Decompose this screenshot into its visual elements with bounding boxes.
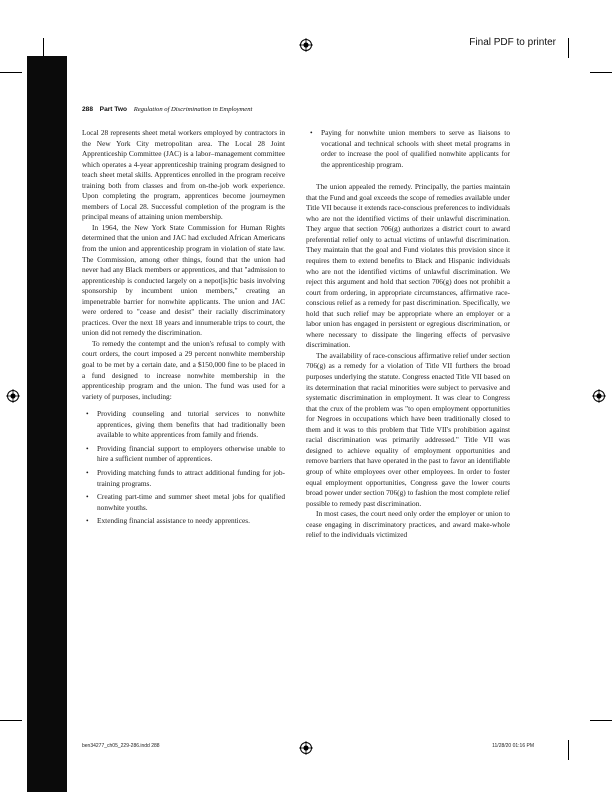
fund-purposes-list bbox=[82, 409, 285, 526]
paragraph: In most cases, the court need only order the employer or union to cease engaging in discriminatory practices, and award make-whole relief to the individuals victimized bbox=[306, 509, 510, 540]
crop-mark bbox=[0, 720, 22, 721]
left-column bbox=[82, 128, 285, 527]
running-head bbox=[82, 106, 252, 113]
list-item: • Providing matching funds to attract additional funding for job-training programs. bbox=[82, 468, 285, 489]
crop-mark bbox=[568, 38, 569, 58]
registration-target-icon bbox=[299, 741, 313, 755]
print-status-banner: Final PDF to printer bbox=[469, 37, 556, 48]
list-item: • Paying for nonwhite union members to serve as liaisons to vocational and technical schools with sheet metal programs in order to increase the pool of qualified nonwhite applicants for the apprenticeship program. bbox=[306, 128, 510, 170]
paragraph: In 1964, the New York State Commission for Human Rights determined that the union and JAC had excluded African Americans from the union and apprenticeship program in violation of state law. The Commission, among other things, found that the union had never had any Black members or apprentices, and that "admission to apprenticeship is conducted largely on a nepot[is]tic basis involving sponsorship by incumbent union members," creating an impenetrable barrier for nonwhite applicants. The union and JAC were ordered to "cease and desist" their racially discriminatory practices. Over the next 18 years and innumerable trips to court, the union did not remedy the discrimination. bbox=[82, 222, 285, 338]
crop-mark bbox=[43, 38, 44, 58]
registration-target-icon bbox=[299, 38, 313, 52]
crop-mark bbox=[590, 72, 612, 73]
list-item: • Providing financial support to employers otherwise unable to hire a sufficient number of apprentices. bbox=[82, 444, 285, 465]
registration-target-icon bbox=[592, 389, 606, 403]
crop-mark bbox=[568, 740, 569, 760]
paragraph: The union appealed the remedy. Principally, the parties maintain that the Fund and goal exceeds the scope of remedies available under Title VII because it extends race-conscious preferences to individuals who are not the identified victims of their unlawful discrimination. They argue that section 706(g) authorizes a district court to award preferential relief only to actual victims of unlawful discrimination. They maintain that the goal and Fund violates this provision since it requires them to extend benefits to Black and Hispanic individuals who are not the identified victims of unlawful discrimination. We reject this argument and hold that section 706(g) does not prohibit a court from ordering, in appropriate circumstances, affirmative race-conscious relief as a remedy for past discrimination. Specifically, we hold that such relief may be appropriate where an employer or a labor union has engaged in persistent or egregious discrimination, or where necessary to dissipate the lingering effects of pervasive discrimination. bbox=[306, 182, 510, 350]
chapter-title: Regulation of Discrimination in Employment bbox=[133, 106, 253, 113]
right-column bbox=[306, 128, 510, 541]
list-item: • Extending financial assistance to needy apprentices. bbox=[82, 516, 285, 527]
black-gutter-bar bbox=[27, 56, 67, 792]
paragraph: Local 28 represents sheet metal workers employed by contractors in the New York City metropolitan area. The Local 28 Joint Apprenticeship Committee (JAC) is a labor–management committee which operates a 4-year apprenticeship training program designed to teach sheet metal skills. Apprentices enrolled in the program receive training both from classes and from on-the-job work experience. Upon completing the program, apprentices become journeymen members of Local 28. Successful completion of the program is the principal means of attaining union membership. bbox=[82, 128, 285, 222]
crop-mark bbox=[590, 720, 612, 721]
paragraph: To remedy the contempt and the union's refusal to comply with court orders, the court imposed a 29 percent nonwhite membership goal to be met by a certain date, and a $150,000 fine to be placed in a fund designed to increase nonwhite membership in the apprenticeship program and the union. The fund was used for a variety of purposes, including: bbox=[82, 338, 285, 401]
footer-timestamp: 11/28/20 01:16 PM bbox=[492, 743, 534, 749]
list-item: • Providing counseling and tutorial services to nonwhite apprentices, giving them benefits that had traditionally been available to white apprentices from family and friends. bbox=[82, 409, 285, 441]
crop-mark bbox=[0, 72, 22, 73]
registration-target-icon bbox=[6, 389, 20, 403]
part-label: Part Two bbox=[99, 106, 128, 113]
footer-file-slug: ben34277_ch05_229-286.indd 288 bbox=[82, 743, 160, 749]
fund-purposes-list-continued bbox=[306, 128, 510, 170]
page-number: 288 bbox=[82, 106, 94, 113]
list-item: • Creating part-time and summer sheet metal jobs for qualified nonwhite youths. bbox=[82, 492, 285, 513]
paragraph: The availability of race-conscious affirmative relief under section 706(g) as a remedy for a violation of Title VII furthers the broad purposes underlying the statute. Congress enacted Title VII based on its determination that racial minorities were subject to pervasive and systematic discrimination in employment. It was clear to Congress that the crux of the problem was "to open employment opportunities for Negroes in occupations which have been traditionally closed to them and it was to this problem that Title VII's prohibition against racial discrimination was primarily addressed." Title VII was designed to achieve equality of employment opportunities and remove barriers that have operated in the past to favor an identifiable group of white employees over other employees. In order to foster equal employment opportunities, Congress gave the lower courts broad power under section 706(g) to fashion the most complete relief possible to remedy past discrimination. bbox=[306, 350, 510, 508]
